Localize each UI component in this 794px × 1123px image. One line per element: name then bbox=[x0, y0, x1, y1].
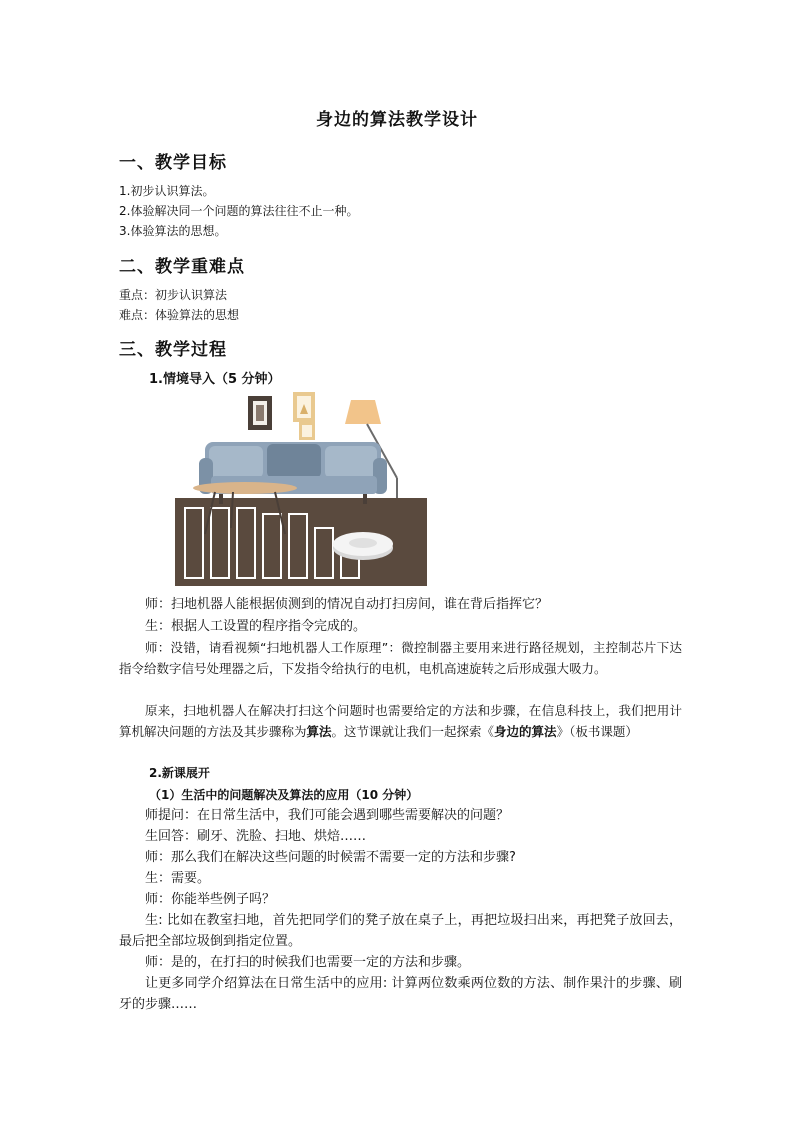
dialogue-line: 师：那么我们在解决这些问题的时候需不需要一定的方法和步骤? bbox=[145, 850, 516, 865]
step-heading-new-lesson: 2.新课展开 bbox=[149, 766, 210, 780]
keypoint-item: 难点：体验算法的思想 bbox=[119, 308, 240, 322]
paragraph: 生：根据人工设置的程序指令完成的。 bbox=[145, 619, 367, 634]
text-run: 原来，扫地机器人在解决打扫这个问题时也需要给定的方法和步骤，在信息科技上，我们把用计算机解决问题的方法及其步骤称为 bbox=[119, 703, 682, 739]
paragraph-algorithm-definition bbox=[119, 700, 682, 742]
dialogue-line: 师提问：在日常生活中，我们可能会遇到哪些需要解决的问题？ bbox=[145, 808, 510, 823]
text-run: 》（板书课题） bbox=[556, 724, 638, 739]
bold-term: 算法 bbox=[306, 724, 332, 739]
dialogue-line: 生: 比如在教室扫地，首先把同学们的凳子放在桌子上，再把垃圾扫出来，再把凳子放回去，最后把全部垃圾倒到指定位置。 bbox=[119, 913, 682, 949]
paragraph: 师：扫地机器人能根据侦测到的情况自动打扫房间，谁在背后指挥它？ bbox=[145, 597, 549, 612]
goal-item: 2.体验解决同一个问题的算法往往不止一种。 bbox=[119, 204, 359, 218]
robot-vacuum-illustration bbox=[175, 388, 427, 586]
dialogue-line: 生回答：刷牙、洗脸、扫地、烘焙…… bbox=[145, 829, 367, 844]
paragraph: 师：没错，请看视频“扫地机器人工作原理”：微控制器主要用来进行路径规划，主控制芯片下达指令给数字信号处理器之后，下发指令给执行的电机，电机高速旋转之后形成强大吸力。 bbox=[119, 640, 682, 676]
dialogue-line: 师：你能举些例子吗？ bbox=[145, 892, 276, 907]
text-run: 。这节课就让我们一起探索《 bbox=[331, 724, 495, 739]
section-heading-keypoints: 二、教学重难点 bbox=[119, 257, 245, 277]
section-heading-goals: 一、教学目标 bbox=[119, 153, 227, 173]
dialogue-line: 让更多同学介绍算法在日常生活中的应用: 计算两位数乘两位数的方法、制作果汁的步骤、刷牙的步骤…… bbox=[119, 976, 682, 1012]
document-title: 身边的算法教学设计 bbox=[316, 110, 478, 130]
dialogue-line: 师：是的，在打扫的时候我们也需要一定的方法和步骤。 bbox=[145, 955, 471, 970]
bold-term: 身边的算法 bbox=[494, 724, 557, 739]
step-heading-intro: 1.情境导入（5 分钟） bbox=[149, 372, 281, 387]
section-heading-process: 三、教学过程 bbox=[119, 340, 227, 360]
goal-item: 1.初步认识算法。 bbox=[119, 184, 215, 198]
goal-item: 3.体验算法的思想。 bbox=[119, 224, 227, 238]
subheading: （1）生活中的问题解决及算法的应用（10 分钟） bbox=[149, 788, 419, 802]
dialogue-line: 生：需要。 bbox=[145, 871, 211, 886]
lamp-shade bbox=[345, 400, 381, 424]
coffee-table bbox=[193, 482, 297, 494]
keypoint-item: 重点：初步认识算法 bbox=[119, 288, 228, 302]
